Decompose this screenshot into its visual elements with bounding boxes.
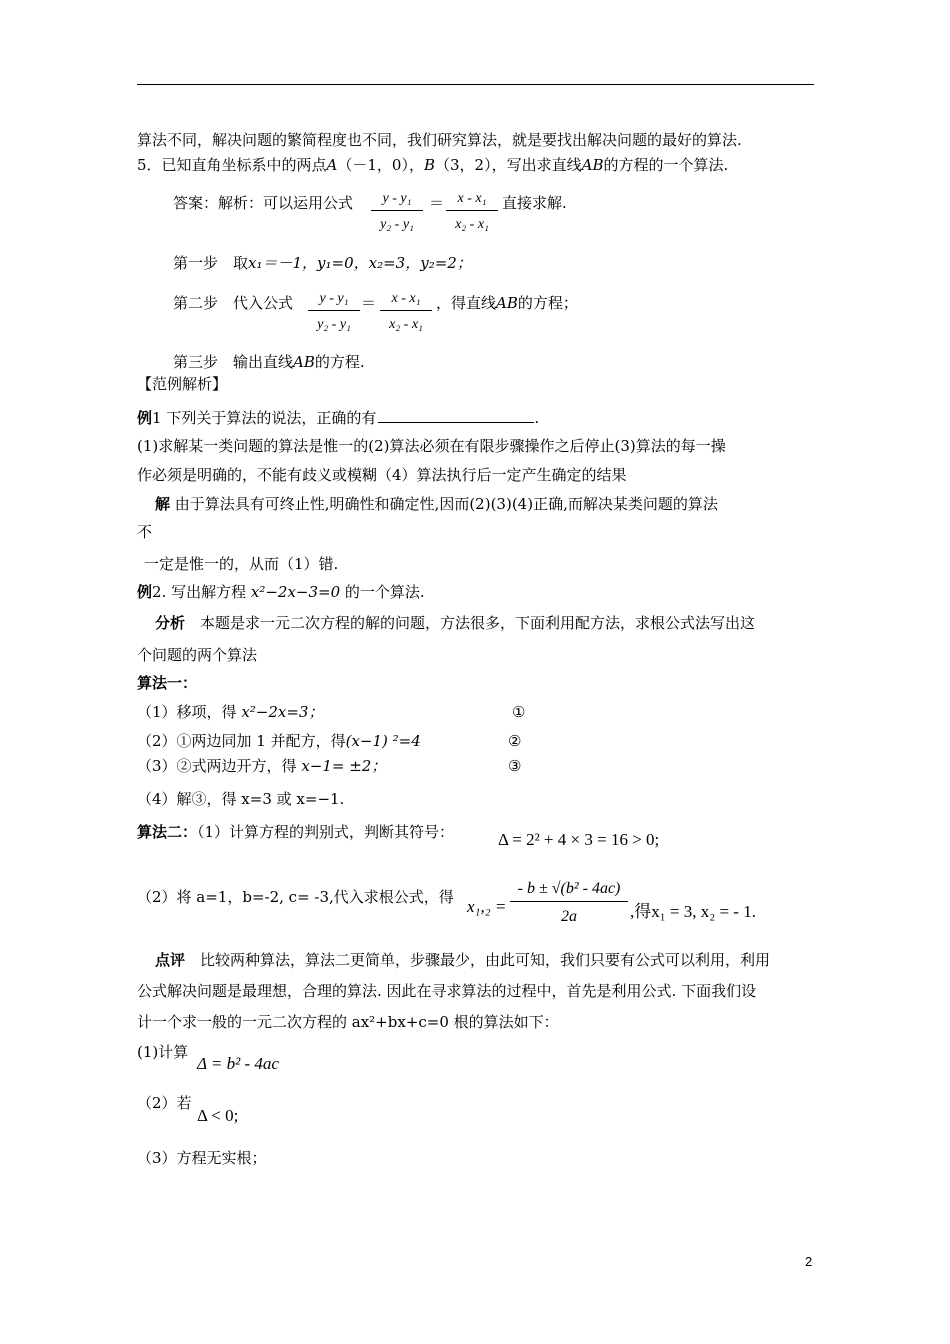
equals-sign: ＝ xyxy=(361,294,377,312)
text: 第三步 输出直线 xyxy=(173,353,294,371)
text: （1）计算方程的判别式，判断其符号： xyxy=(197,823,455,841)
text: 比较两种算法，算法二更简单，步骤最少，由此可知，我们只要有公式可以利用，利用 xyxy=(185,951,771,969)
fraction-denominator: x₂ - x₁ xyxy=(455,217,489,232)
fraction-denominator: x₂ - x₁ xyxy=(389,317,423,332)
text: 5．已知直角坐标系中的两点 xyxy=(137,156,327,174)
example-1-items: 作必须是明确的，不能有歧义或模糊（4）算法执行后一定产生确定的结果 xyxy=(137,466,627,484)
text: 的方程. xyxy=(314,353,365,371)
equals-sign: ＝ xyxy=(429,194,445,212)
step-1 xyxy=(173,253,472,273)
line-ab: AB xyxy=(581,156,604,174)
text: （2）①两边同加 1 并配方，得 xyxy=(137,732,346,750)
review xyxy=(155,950,770,970)
example-1-items: (1)求解某一类问题的算法是惟一的(2)算法必须在有限步骤操作之后停止(3)算法的每一操 xyxy=(137,437,726,455)
equation: x²−2x−3=0 xyxy=(250,583,341,601)
root-formula-result: ,得x₁ = 3, x₂ = - 1. xyxy=(630,902,756,921)
equation: x²−2x=3； xyxy=(241,703,324,721)
text: ，得直线 xyxy=(436,294,497,312)
solution-label: 解 xyxy=(155,495,171,513)
alg2-step2: （2）将 a=1，b=-2, c= -3,代入求根公式，得 xyxy=(137,888,454,906)
review-cont: 公式解决问题是最理想，合理的算法. 因此在寻求算法的过程中，首先是利用公式. 下面我们设 xyxy=(137,982,757,1000)
discriminant-formula: Δ = 2² + 4 × 3 = 16 > 0; xyxy=(498,830,660,849)
review-cont: 计一个求一般的一元二次方程的 ax²+bx+c=0 根的算法如下： xyxy=(137,1013,559,1031)
fraction-denominator: y₂ - y₁ xyxy=(380,217,414,232)
review-label: 点评 xyxy=(155,951,186,969)
text: （1）移项，得 xyxy=(137,703,242,721)
point-b: B xyxy=(423,156,436,174)
formula-fraction-y xyxy=(371,191,423,233)
condition: Δ < 0; xyxy=(197,1106,239,1125)
equation-mark: ③ xyxy=(508,757,522,775)
values: x₁＝－1，y₁=0，x₂=3，y₂=2； xyxy=(248,254,472,272)
line-ab: AB xyxy=(293,353,315,371)
discriminant-general: Δ = b² - 4ac xyxy=(197,1054,279,1073)
fraction-numerator: x - x₁ xyxy=(446,191,498,211)
equation: x−1= ±2； xyxy=(301,757,387,775)
fraction-numerator: x - x₁ xyxy=(380,291,432,311)
fraction-numerator: y - y₁ xyxy=(371,191,423,211)
text: . xyxy=(534,409,540,427)
step-2-pre: 第二步 代入公式 xyxy=(173,294,294,312)
algorithm-2-heading: 算法二： xyxy=(137,823,198,841)
general-step-1: (1)计算 xyxy=(137,1043,189,1061)
analysis-cont: 个问题的两个算法 xyxy=(137,646,258,664)
equation-mark: ② xyxy=(508,732,522,750)
answer-post: 直接求解. xyxy=(502,194,567,212)
alg1-step2 xyxy=(137,731,421,751)
text: 的一个算法. xyxy=(340,583,425,601)
alg1-step3 xyxy=(137,756,386,776)
page-number: 2 xyxy=(805,1254,813,1269)
step-3 xyxy=(173,352,365,372)
fraction-denominator: y₂ - y₁ xyxy=(317,317,351,332)
point-a: A xyxy=(326,156,338,174)
step-2-post xyxy=(436,293,578,313)
example-label: 例 xyxy=(137,409,153,427)
answer-pre: 答案：解析：可以运用公式 xyxy=(173,194,354,212)
general-step-3: （3）方程无实根； xyxy=(137,1149,267,1167)
equation: (x−1) ²=4 xyxy=(345,732,421,750)
text: 本题是求一元二次方程的解的问题，方法很多，下面利用配方法，求根公式法写出这 xyxy=(185,614,756,632)
line-ab: AB xyxy=(496,294,518,312)
section-heading: 【范例解析】 xyxy=(137,375,228,393)
text: （3）②式两边开方，得 xyxy=(137,757,302,775)
alg1-step4: （4）解③，得 x=3 或 x=−1. xyxy=(137,790,345,808)
solution xyxy=(155,494,718,514)
text: 2. 写出解方程 xyxy=(152,583,251,601)
fraction-denominator: 2a xyxy=(561,908,577,925)
algorithm-2 xyxy=(137,822,454,842)
fraction-numerator: - b ± √(b² - 4ac) xyxy=(510,880,628,902)
general-step-2: （2）若 xyxy=(137,1094,192,1112)
alg1-step1 xyxy=(137,702,323,722)
example-1 xyxy=(137,408,539,428)
formula-fraction-x xyxy=(380,291,432,333)
text: 的方程的一个算法. xyxy=(603,156,729,174)
equation-mark: ① xyxy=(512,703,526,721)
root-formula-fraction xyxy=(510,880,628,926)
example-label: 例 xyxy=(137,583,153,601)
answer-blank xyxy=(378,408,534,423)
formula-fraction-y xyxy=(308,291,360,333)
text: 1 下列关于算法的说法，正确的有 xyxy=(152,409,377,427)
paragraph: 算法不同，解决问题的繁简程度也不同，我们研究算法，就是要找出解决问题的最好的算法. xyxy=(137,131,742,149)
algorithm-1-heading: 算法一： xyxy=(137,674,198,692)
text: 由于算法具有可终止性,明确性和确定性,因而(2)(3)(4)正确,而解决某类问题的算法 xyxy=(170,495,718,513)
solution-cont: 不 xyxy=(137,523,153,541)
root-formula-x: x₁,₂ = xyxy=(467,897,507,916)
text: 的方程； xyxy=(517,294,578,312)
formula-fraction-x xyxy=(446,191,498,233)
text: 第一步 取 xyxy=(173,254,249,272)
header-rule xyxy=(137,84,814,85)
fraction-numerator: y - y₁ xyxy=(308,291,360,311)
solution-cont: 一定是惟一的，从而（1）错. xyxy=(144,555,339,573)
example-2 xyxy=(137,582,425,602)
analysis-label: 分析 xyxy=(155,614,186,632)
problem-5 xyxy=(137,155,728,175)
analysis xyxy=(155,613,755,633)
text: （－1，0）， xyxy=(337,156,424,174)
text: （3，2），写出求直线 xyxy=(435,156,582,174)
